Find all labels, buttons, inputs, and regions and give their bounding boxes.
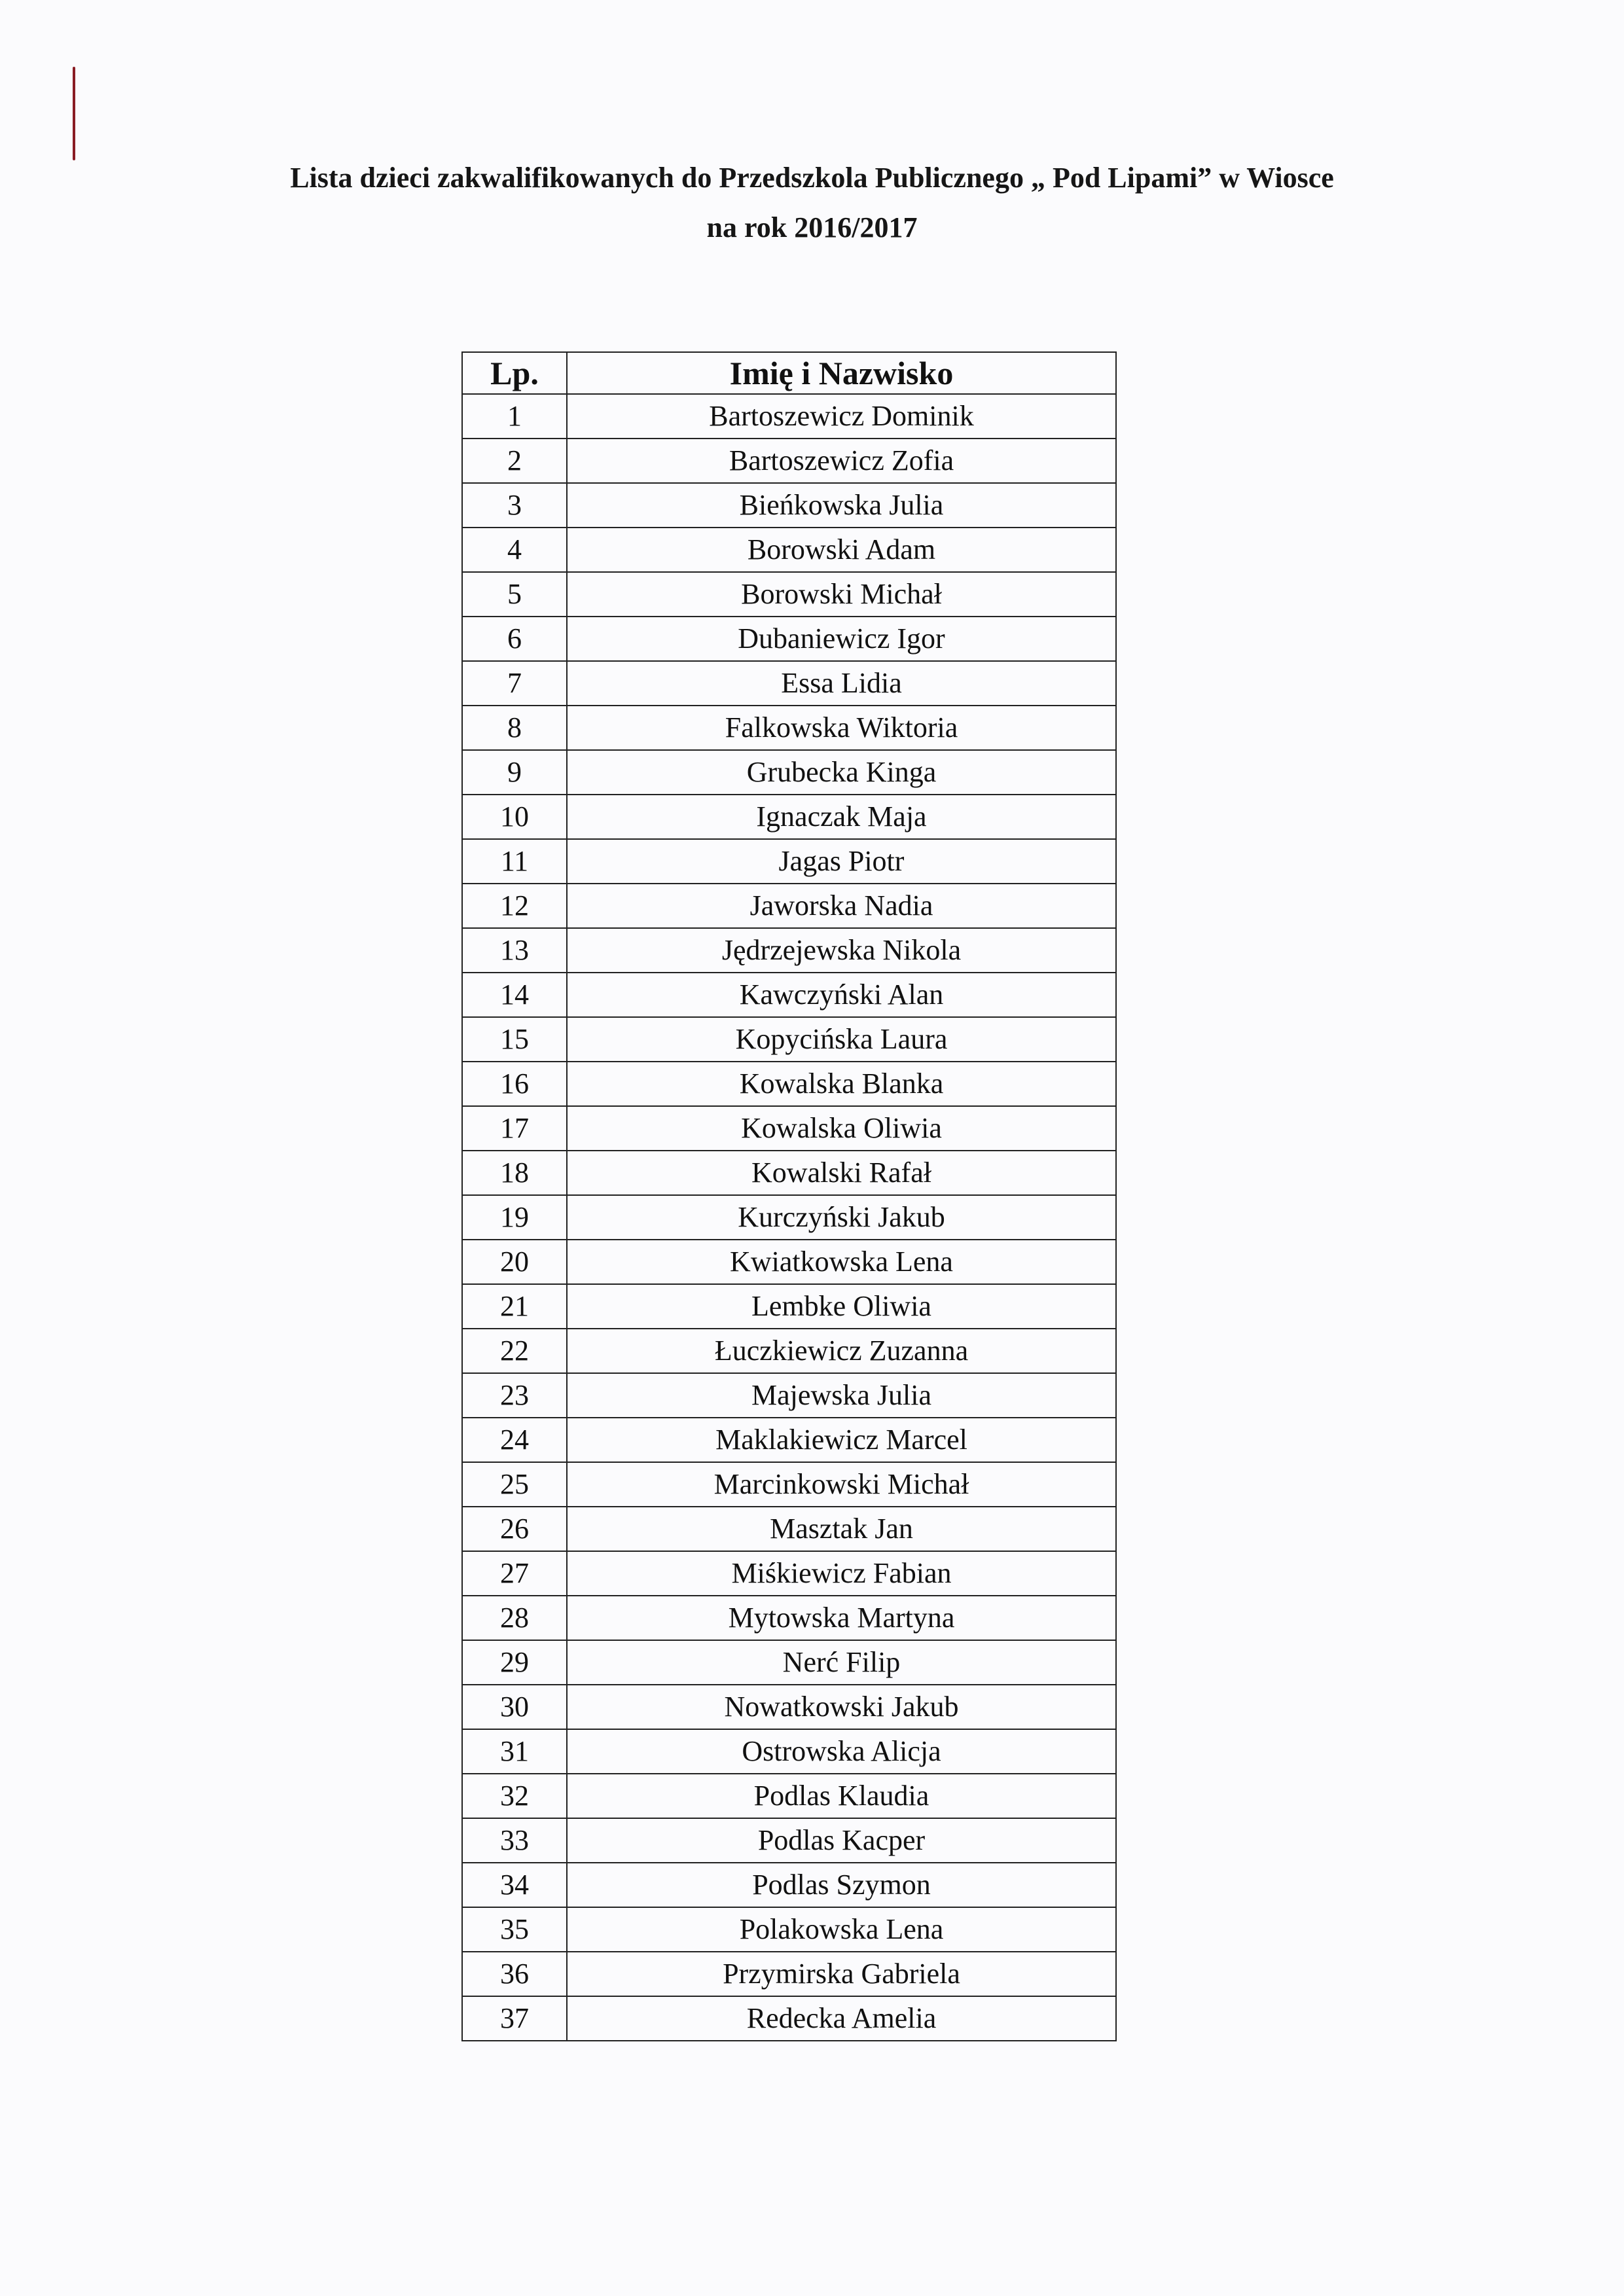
row-number-cell: 13	[462, 928, 567, 973]
row-number-cell: 30	[462, 1685, 567, 1729]
table-row	[462, 973, 1116, 1017]
table-row	[462, 617, 1116, 661]
row-number-cell: 18	[462, 1151, 567, 1195]
table-body	[462, 394, 1116, 2041]
row-number-cell: 37	[462, 1996, 567, 2041]
table-row	[462, 839, 1116, 884]
table-row	[462, 1907, 1116, 1952]
child-name-cell: Falkowska Wiktoria	[567, 706, 1116, 750]
child-name-cell: Marcinkowski Michał	[567, 1462, 1116, 1507]
row-number-cell: 11	[462, 839, 567, 884]
child-name-cell: Podlas Szymon	[567, 1863, 1116, 1907]
row-number-cell: 24	[462, 1418, 567, 1462]
table-row	[462, 483, 1116, 528]
table-row	[462, 1685, 1116, 1729]
child-name-cell: Przymirska Gabriela	[567, 1952, 1116, 1996]
table-row	[462, 1774, 1116, 1818]
child-name-cell: Nerć Filip	[567, 1640, 1116, 1685]
table-row	[462, 1195, 1116, 1240]
table-row	[462, 1462, 1116, 1507]
child-name-cell: Grubecka Kinga	[567, 750, 1116, 795]
row-number-cell: 17	[462, 1106, 567, 1151]
table-row	[462, 1863, 1116, 1907]
child-name-cell: Borowski Adam	[567, 528, 1116, 572]
row-number-cell: 26	[462, 1507, 567, 1551]
row-number-cell: 29	[462, 1640, 567, 1685]
row-number-cell: 7	[462, 661, 567, 706]
row-number-cell: 36	[462, 1952, 567, 1996]
row-number-cell: 32	[462, 1774, 567, 1818]
table-row	[462, 1729, 1116, 1774]
children-list-table	[461, 351, 1117, 2041]
child-name-cell: Lembke Oliwia	[567, 1284, 1116, 1329]
row-number-cell: 19	[462, 1195, 567, 1240]
column-header-lp: Lp.	[462, 352, 567, 394]
table-row	[462, 1952, 1116, 1996]
child-name-cell: Essa Lidia	[567, 661, 1116, 706]
table-row	[462, 394, 1116, 439]
table-row	[462, 1818, 1116, 1863]
child-name-cell: Kawczyński Alan	[567, 973, 1116, 1017]
child-name-cell: Kurczyński Jakub	[567, 1195, 1116, 1240]
child-name-cell: Polakowska Lena	[567, 1907, 1116, 1952]
child-name-cell: Miśkiewicz Fabian	[567, 1551, 1116, 1596]
table-row	[462, 1507, 1116, 1551]
child-name-cell: Maklakiewicz Marcel	[567, 1418, 1116, 1462]
row-number-cell: 3	[462, 483, 567, 528]
table-row	[462, 928, 1116, 973]
table-row	[462, 1596, 1116, 1640]
row-number-cell: 25	[462, 1462, 567, 1507]
child-name-cell: Borowski Michał	[567, 572, 1116, 617]
table-row	[462, 1284, 1116, 1329]
row-number-cell: 16	[462, 1062, 567, 1106]
row-number-cell: 35	[462, 1907, 567, 1952]
table-row	[462, 661, 1116, 706]
table-row	[462, 572, 1116, 617]
child-name-cell: Bartoszewicz Dominik	[567, 394, 1116, 439]
table-row	[462, 1329, 1116, 1373]
row-number-cell: 21	[462, 1284, 567, 1329]
child-name-cell: Łuczkiewicz Zuzanna	[567, 1329, 1116, 1373]
table-row	[462, 1996, 1116, 2041]
row-number-cell: 14	[462, 973, 567, 1017]
child-name-cell: Kopycińska Laura	[567, 1017, 1116, 1062]
row-number-cell: 1	[462, 394, 567, 439]
row-number-cell: 27	[462, 1551, 567, 1596]
table-row	[462, 439, 1116, 483]
row-number-cell: 2	[462, 439, 567, 483]
table-row	[462, 1240, 1116, 1284]
row-number-cell: 4	[462, 528, 567, 572]
child-name-cell: Jaworska Nadia	[567, 884, 1116, 928]
row-number-cell: 9	[462, 750, 567, 795]
child-name-cell: Podlas Klaudia	[567, 1774, 1116, 1818]
child-name-cell: Jagas Piotr	[567, 839, 1116, 884]
row-number-cell: 12	[462, 884, 567, 928]
row-number-cell: 6	[462, 617, 567, 661]
table-row	[462, 1151, 1116, 1195]
table-header-row	[462, 352, 1116, 394]
child-name-cell: Kowalski Rafał	[567, 1151, 1116, 1195]
child-name-cell: Jędrzejewska Nikola	[567, 928, 1116, 973]
row-number-cell: 22	[462, 1329, 567, 1373]
row-number-cell: 10	[462, 795, 567, 839]
table-row	[462, 1017, 1116, 1062]
document-title: Lista dzieci zakwalifikowanych do Przedszkola Publicznego „ Pod Lipami” w Wiosce	[290, 162, 1334, 194]
child-name-cell: Podlas Kacper	[567, 1818, 1116, 1863]
child-name-cell: Kowalska Blanka	[567, 1062, 1116, 1106]
table-row	[462, 1418, 1116, 1462]
column-header-name: Imię i Nazwisko	[567, 352, 1116, 394]
child-name-cell: Bieńkowska Julia	[567, 483, 1116, 528]
row-number-cell: 34	[462, 1863, 567, 1907]
table-row	[462, 884, 1116, 928]
table-row	[462, 1373, 1116, 1418]
document-subtitle-school-year: na rok 2016/2017	[706, 211, 918, 243]
table-row	[462, 1640, 1116, 1685]
table-row	[462, 750, 1116, 795]
child-name-cell: Masztak Jan	[567, 1507, 1116, 1551]
row-number-cell: 31	[462, 1729, 567, 1774]
table-row	[462, 795, 1116, 839]
child-name-cell: Kowalska Oliwia	[567, 1106, 1116, 1151]
row-number-cell: 15	[462, 1017, 567, 1062]
table-row	[462, 1106, 1116, 1151]
row-number-cell: 5	[462, 572, 567, 617]
row-number-cell: 28	[462, 1596, 567, 1640]
child-name-cell: Kwiatkowska Lena	[567, 1240, 1116, 1284]
table-row	[462, 1062, 1116, 1106]
child-name-cell: Dubaniewicz Igor	[567, 617, 1116, 661]
margin-pen-mark	[73, 67, 75, 160]
child-name-cell: Bartoszewicz Zofia	[567, 439, 1116, 483]
table-row	[462, 1551, 1116, 1596]
table-row	[462, 528, 1116, 572]
row-number-cell: 8	[462, 706, 567, 750]
row-number-cell: 33	[462, 1818, 567, 1863]
row-number-cell: 20	[462, 1240, 567, 1284]
child-name-cell: Ignaczak Maja	[567, 795, 1116, 839]
table-row	[462, 706, 1116, 750]
row-number-cell: 23	[462, 1373, 567, 1418]
child-name-cell: Majewska Julia	[567, 1373, 1116, 1418]
child-name-cell: Nowatkowski Jakub	[567, 1685, 1116, 1729]
child-name-cell: Ostrowska Alicja	[567, 1729, 1116, 1774]
child-name-cell: Mytowska Martyna	[567, 1596, 1116, 1640]
child-name-cell: Redecka Amelia	[567, 1996, 1116, 2041]
